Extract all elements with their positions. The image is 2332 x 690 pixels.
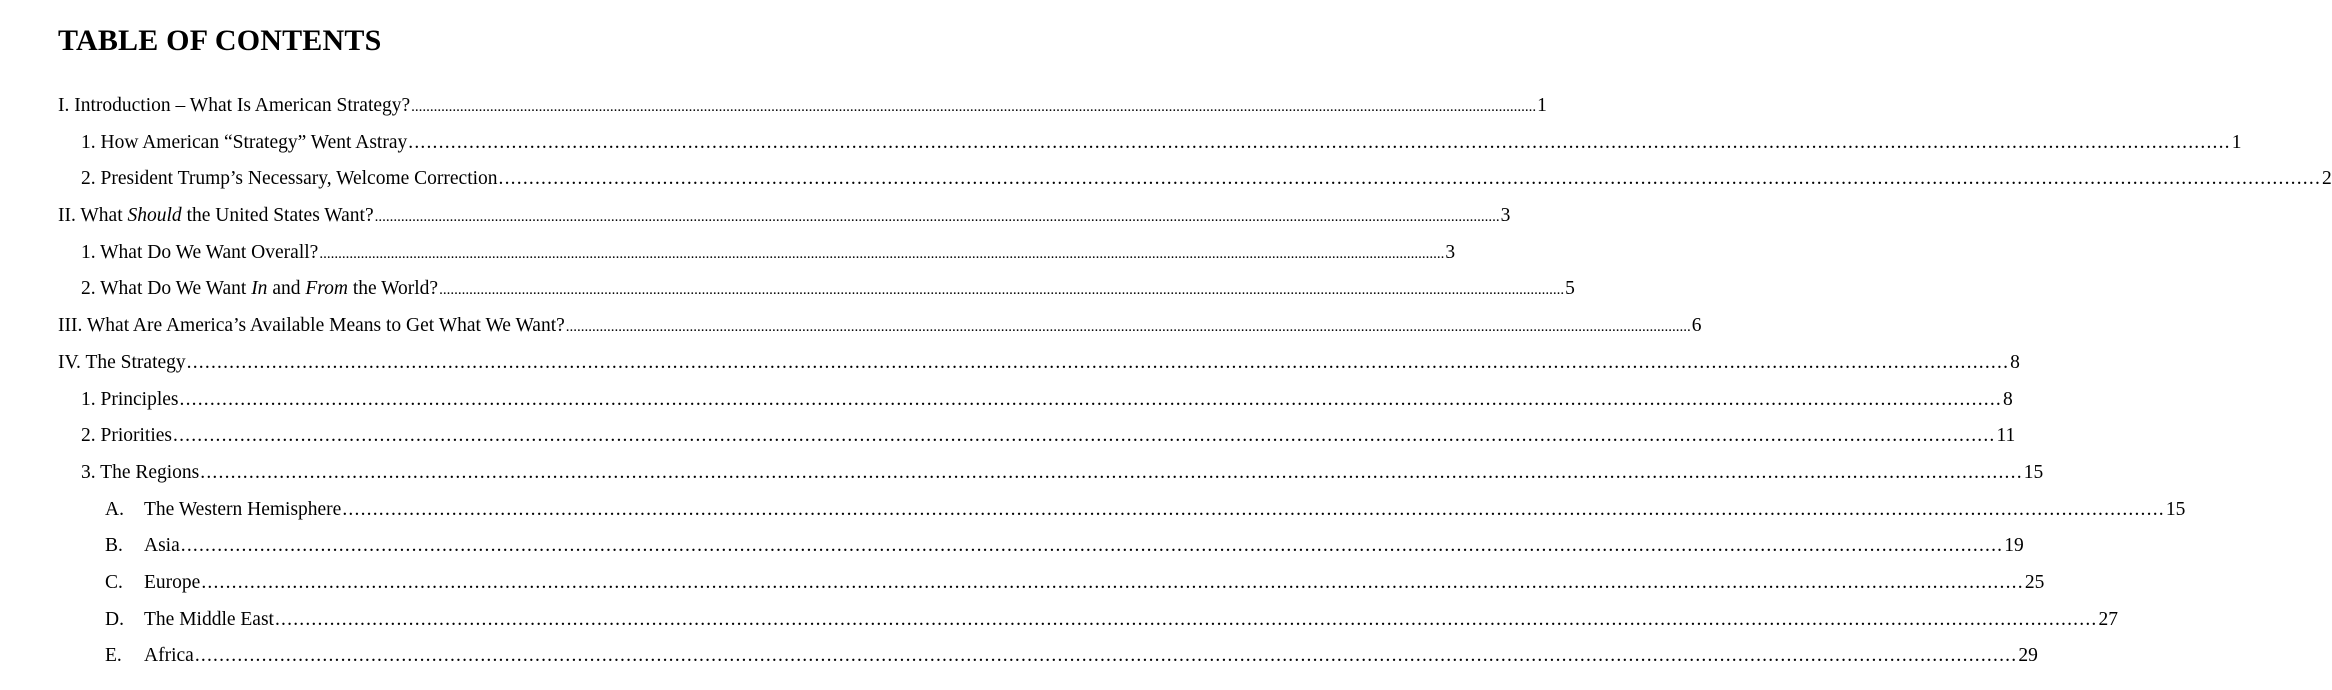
table-of-contents — [58, 88, 2332, 675]
dot-leader: ............................................................................................................................................................................................................................................................................................................ — [498, 168, 2322, 190]
toc-page-number: 1 — [1537, 95, 1547, 116]
toc-entry-label — [81, 382, 179, 419]
toc-entry-text: Africa — [144, 645, 194, 667]
toc-title: TABLE OF CONTENTS — [58, 24, 382, 57]
dot-leader: ............................................................................................................................................................................................................................................................................................................ — [342, 498, 2165, 520]
toc-page-number: 29 — [2018, 645, 2038, 667]
toc-entry-number: 2. — [81, 278, 96, 300]
toc-page-number: 1 — [2231, 131, 2242, 153]
toc-entry-text: Priorities — [100, 425, 172, 447]
toc-entry-number: A. — [105, 498, 124, 520]
toc-entry-label — [58, 345, 186, 382]
dot-leader: ............................................................................................................................................................................................................................................................................................................ — [180, 535, 2004, 557]
toc-entry-number: D. — [105, 608, 124, 630]
toc-page-number: 8 — [2010, 351, 2020, 373]
toc-entry[interactable] — [58, 308, 1702, 345]
toc-entry-text: From — [305, 278, 348, 300]
toc-entry[interactable] — [58, 638, 2038, 675]
toc-entry-label — [105, 602, 274, 639]
toc-page-number: 6 — [1691, 315, 1702, 337]
toc-page-number: 5 — [1565, 278, 1575, 300]
dot-leader: ............................................................................................................................................................................................................................................................................................................ — [200, 461, 2023, 483]
toc-entry-text: Introduction – What Is American Strategy? — [74, 95, 411, 116]
toc-entry[interactable] — [58, 492, 2186, 529]
toc-entry-text: In — [251, 278, 268, 300]
toc-entry-text: The Western Hemisphere — [144, 498, 342, 520]
toc-entry-label — [105, 638, 194, 675]
toc-page-number: 25 — [2024, 571, 2045, 593]
dot-leader: ............................................................................................................................................................................................................................................................................................................ — [408, 131, 2231, 153]
toc-entry[interactable] — [58, 198, 1511, 235]
toc-entry-label — [105, 528, 180, 565]
toc-entry-label — [81, 235, 318, 272]
toc-page-number: 3 — [1445, 241, 1456, 263]
toc-entry-label — [105, 492, 341, 529]
toc-entry-number: IV. — [58, 351, 81, 373]
toc-entry-text: and — [267, 278, 306, 300]
toc-entry-label — [81, 455, 199, 492]
toc-entry-text: Should — [127, 205, 182, 227]
toc-page-number: 19 — [2004, 535, 2024, 557]
toc-entry-number: III. — [58, 315, 83, 337]
toc-page-number: 15 — [2165, 498, 2186, 520]
toc-entry-number: B. — [105, 535, 123, 557]
dot-leader: ............................................................................................................................................................................................................................................................................................................ — [173, 425, 1996, 447]
toc-entry-label — [81, 125, 407, 162]
toc-entry-text: What Are America’s Available Means to Get What We Want? — [86, 315, 565, 337]
toc-page-number: 11 — [1996, 425, 2016, 447]
dot-leader: ............................................................................................................................................................................................................................................................................................................ — [179, 388, 2002, 410]
toc-entry[interactable] — [58, 235, 1456, 272]
toc-page-number: 27 — [2098, 608, 2118, 630]
toc-entry-number: 2. — [81, 425, 96, 447]
toc-entry[interactable] — [58, 418, 2016, 455]
toc-entry[interactable] — [58, 565, 2045, 602]
toc-entry[interactable] — [58, 88, 1547, 125]
toc-entry-label — [81, 418, 172, 455]
toc-entry-label — [58, 198, 374, 235]
toc-entry-number: C. — [105, 571, 123, 593]
toc-entry-text: The Regions — [100, 461, 200, 483]
dot-leader: ............................................................................................................................................................................................................................................................................................................ — [374, 209, 1500, 226]
toc-page-number: 15 — [2023, 461, 2044, 483]
toc-entry[interactable] — [58, 125, 2242, 162]
toc-entry-text: What — [80, 205, 128, 227]
toc-entry-text: the United States Want? — [181, 205, 374, 227]
dot-leader: ............................................................................................................................................................................................................................................................................................................ — [411, 99, 1537, 115]
toc-entry-label — [58, 88, 410, 125]
toc-entry-number: 3. — [81, 461, 96, 483]
toc-entry-label — [58, 308, 565, 345]
toc-entry-text: What Do We Want — [100, 278, 252, 300]
toc-entry-number: E. — [105, 645, 122, 667]
dot-leader: ............................................................................................................................................................................................................................................................................................................ — [565, 319, 1691, 336]
toc-entry-text: The Strategy — [85, 351, 186, 373]
toc-entry[interactable] — [58, 455, 2044, 492]
toc-page-number: 8 — [2003, 388, 2013, 410]
toc-entry-text: Europe — [144, 571, 201, 593]
toc-entry[interactable] — [58, 345, 2020, 382]
toc-entry[interactable] — [58, 528, 2024, 565]
toc-entry[interactable] — [58, 271, 1575, 308]
toc-entry-label — [81, 161, 498, 198]
toc-entry-text: the World? — [347, 278, 439, 300]
toc-entry-text: How American “Strategy” Went Astray — [100, 131, 408, 153]
toc-entry-label — [81, 271, 438, 308]
toc-entry-text: The Middle East — [144, 608, 274, 630]
toc-entry-number: 1. — [81, 388, 96, 410]
toc-entry[interactable] — [58, 382, 2013, 419]
toc-entry[interactable] — [58, 161, 2332, 198]
dot-leader: ............................................................................................................................................................................................................................................................................................................ — [194, 645, 2018, 667]
toc-entry-text: President Trump’s Necessary, Welcome Correction — [100, 168, 498, 190]
toc-entry-text: What Do We Want Overall? — [100, 241, 319, 263]
toc-entry-number: 2. — [81, 168, 96, 190]
toc-entry-number: I. — [58, 95, 70, 116]
dot-leader: ............................................................................................................................................................................................................................................................................................................ — [439, 282, 1565, 299]
dot-leader: ............................................................................................................................................................................................................................................................................................................ — [186, 351, 2010, 373]
toc-page-number: 2 — [2322, 168, 2332, 190]
toc-entry-number: 1. — [81, 131, 96, 153]
dot-leader: ............................................................................................................................................................................................................................................................................................................ — [274, 608, 2098, 630]
dot-leader: ............................................................................................................................................................................................................................................................................................................ — [319, 245, 1445, 262]
dot-leader: ............................................................................................................................................................................................................................................................................................................ — [201, 571, 2024, 593]
toc-entry-text: Asia — [144, 535, 180, 557]
toc-entry-text: Principles — [100, 388, 179, 410]
toc-entry[interactable] — [58, 602, 2118, 639]
toc-entry-number: 1. — [81, 241, 96, 263]
toc-page-number: 3 — [1500, 205, 1511, 227]
toc-entry-label — [105, 565, 200, 602]
toc-entry-number: II. — [58, 205, 76, 227]
